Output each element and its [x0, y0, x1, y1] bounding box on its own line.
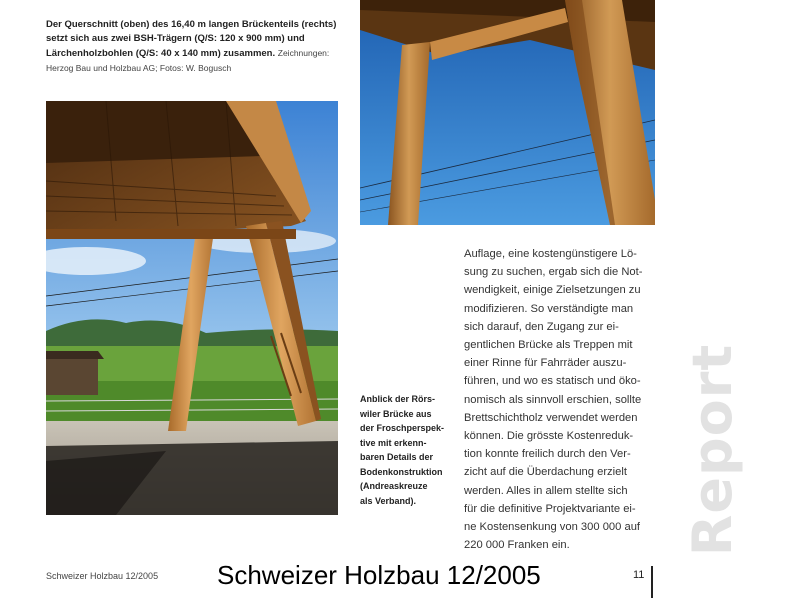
body-line: wendigkeit, einige Zielsetzungen zu — [464, 284, 641, 297]
caption-line: baren Details der — [360, 452, 434, 462]
caption-credit-text: Zeichnungen: Herzog Bau und Holzbau AG; Fotos: W. Bogusch — [46, 48, 330, 73]
top-figure-caption — [46, 18, 346, 76]
caption-line: wiler Brücke aus — [360, 408, 432, 419]
body-line: führen, und wo es statisch und öko- — [464, 375, 641, 388]
body-line: gentlichen Brücke als Treppen mit — [464, 339, 633, 352]
body-line: ne Kostensenkung von 300 000 auf — [464, 521, 641, 534]
article-body-text — [464, 245, 654, 554]
caption-line: (Andreaskreuze — [360, 481, 428, 491]
body-line: einer Rinne für Fahrräder auszu- — [464, 357, 627, 370]
caption-line: Anblick der Rörs- — [360, 394, 436, 404]
body-line: sich darauf, den Zugang zur ei- — [464, 320, 619, 333]
caption-line: der Froschperspek- — [360, 423, 445, 433]
photo-bridge-detail — [360, 0, 655, 225]
caption-line: Bodenkonstruktion — [360, 466, 443, 477]
caption-line: tive mit erkenn- — [360, 437, 427, 448]
body-line: sung zu suchen, ergab sich die Not- — [464, 266, 643, 279]
body-line: 220 000 Franken ein. — [464, 539, 570, 552]
body-line: Auflage, eine kostengünstigere Lö- — [464, 248, 637, 260]
side-figure-caption — [360, 392, 448, 508]
body-line: zicht auf die Überdachung erzielt — [464, 466, 627, 479]
caption-line: als Verband). — [360, 495, 417, 506]
caption-main-text: Der Querschnitt (oben) des 16,40 m langen Brückenteils (rechts) setzt sich aus zwei BSH-Trägern (Q/S: 120 x 900 mm) und Lärchenholzbohlen (Q/S: 40 x 140 mm) zusammen. — [46, 19, 337, 59]
body-line: tion konnte freilich durch den Ver- — [464, 448, 631, 461]
photo-bridge-frog-perspective — [46, 101, 338, 515]
page-number: 11 — [633, 569, 645, 581]
footer-publication: Schweizer Holzbau 12/2005 — [46, 571, 159, 581]
body-line: können. Die grösste Kostenreduk- — [464, 430, 634, 443]
body-line: modifizieren. So verständigte man — [464, 302, 634, 315]
section-label-report: Report — [681, 343, 744, 557]
body-line: werden. Alles in allem stellte sich — [464, 484, 628, 497]
slide-caption-title: Schweizer Holzbau 12/2005 — [217, 560, 541, 590]
body-line: für die definitive Projektvariante ei- — [464, 502, 636, 515]
footer-divider — [651, 566, 653, 598]
body-line: Brettschichtholz verwendet werden — [464, 411, 638, 424]
body-line: nomisch als sinnvoll erschien, sollte — [464, 393, 642, 406]
